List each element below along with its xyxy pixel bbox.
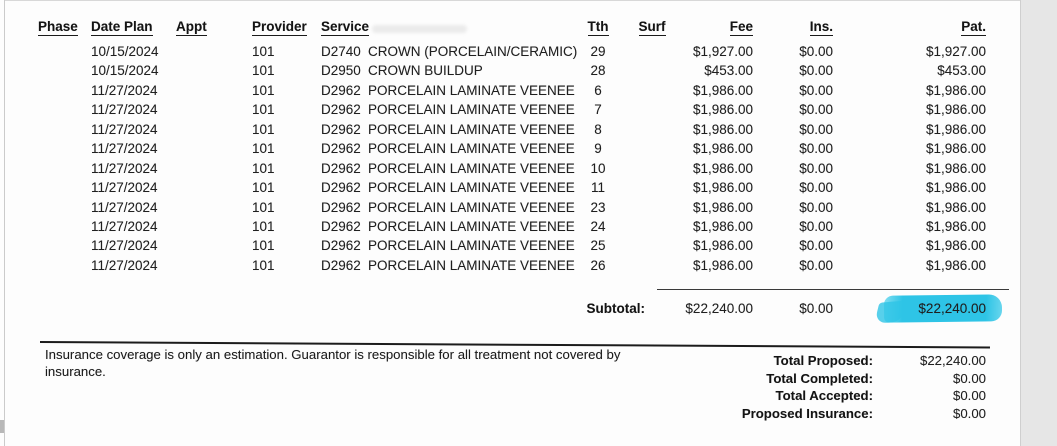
service-code-cell: D2962 [321, 218, 361, 234]
column-header-phase: Phase [38, 19, 78, 34]
fee-cell: $1,986.00 [692, 199, 753, 215]
fee-cell: $1,986.00 [692, 180, 753, 196]
table-row [0, 139, 1020, 158]
service-description-cell: CROWN BUILDUP [368, 63, 483, 79]
column-header-service: Service [321, 19, 370, 34]
service-code-cell: D2962 [321, 257, 361, 273]
total-proposed-row [400, 352, 986, 370]
patient-cell: $1,927.00 [925, 44, 986, 59]
table-header [0, 19, 1020, 35]
fee-cell: $1,986.00 [692, 121, 753, 137]
provider-cell: 101 [252, 102, 275, 118]
date-plan-cell: 11/27/2024 [91, 257, 158, 273]
total-accepted-row [400, 387, 986, 405]
table-row [0, 178, 1020, 197]
date-plan-cell: 11/27/2024 [91, 180, 158, 196]
service-code-cell: D2962 [321, 160, 361, 176]
provider-cell: 101 [252, 141, 275, 157]
total-accepted-value: $0.00 [952, 388, 986, 404]
tooth-cell: 11 [590, 180, 605, 196]
patient-cell: $453.00 [937, 63, 986, 79]
subtotal-fee: $22,240.00 [685, 301, 753, 316]
scan-top-edge [4, 0, 1020, 1]
tooth-cell: 8 [594, 121, 602, 137]
patient-cell: $1,986.00 [925, 218, 986, 234]
service-description-cell: PORCELAIN LAMINATE VEENEE [368, 102, 575, 118]
table-row [0, 159, 1020, 178]
table-row [0, 100, 1020, 119]
table-row [0, 81, 1020, 100]
table-row [0, 120, 1020, 139]
provider-cell: 101 [252, 160, 275, 176]
patient-cell: $1,986.00 [925, 160, 986, 176]
insurance-cell: $0.00 [799, 141, 833, 157]
provider-cell: 101 [252, 63, 275, 79]
provider-cell: 101 [252, 257, 275, 273]
service-code-cell: D2962 [321, 180, 361, 196]
total-completed-label: Total Completed: [766, 370, 873, 386]
service-code-cell: D2950 [321, 63, 361, 79]
patient-cell: $1,986.00 [925, 257, 986, 273]
patient-cell: $1,986.00 [925, 238, 986, 254]
tooth-cell: 25 [590, 238, 606, 254]
date-plan-cell: 11/27/2024 [91, 199, 158, 215]
insurance-cell: $0.00 [799, 180, 833, 196]
tooth-cell: 23 [590, 199, 606, 215]
totals-section [400, 352, 986, 423]
provider-cell: 101 [252, 82, 275, 98]
date-plan-cell: 11/27/2024 [91, 82, 158, 98]
patient-cell: $1,986.00 [925, 199, 986, 215]
service-code-cell: D2962 [321, 121, 361, 137]
service-description-cell: PORCELAIN LAMINATE VEENEE [368, 160, 575, 176]
provider-cell: 101 [252, 238, 275, 254]
insurance-cell: $0.00 [799, 218, 833, 234]
fee-cell: $1,986.00 [692, 82, 753, 98]
subtotal-insurance: $0.00 [799, 301, 833, 316]
service-code-cell: D2962 [321, 102, 361, 118]
column-header-tth: Tth [587, 19, 609, 34]
fee-cell: $1,986.00 [692, 238, 753, 254]
service-description-cell: PORCELAIN LAMINATE VEENEE [368, 121, 575, 137]
fee-cell: $453.00 [704, 63, 753, 79]
insurance-cell: $0.00 [799, 238, 833, 254]
tooth-cell: 9 [594, 141, 602, 157]
subtotal-label: Subtotal: [586, 301, 645, 316]
table-row [0, 198, 1020, 217]
insurance-cell: $0.00 [799, 44, 833, 59]
patient-cell: $1,986.00 [925, 180, 986, 196]
service-code-cell: D2962 [321, 238, 361, 254]
date-plan-cell: 11/27/2024 [91, 238, 158, 254]
subtotal-patient: $22,240.00 [918, 301, 986, 316]
provider-cell: 101 [252, 121, 275, 137]
tooth-cell: 10 [590, 160, 606, 176]
total-proposed-label: Total Proposed: [773, 353, 873, 368]
tooth-cell: 24 [590, 218, 606, 234]
proposed-insurance-label: Proposed Insurance: [741, 406, 873, 422]
date-plan-cell: 11/27/2024 [91, 141, 158, 157]
patient-cell: $1,986.00 [925, 141, 986, 157]
column-header-ins: Ins. [809, 19, 833, 34]
tooth-cell: 7 [594, 102, 602, 118]
table-row [0, 256, 1020, 275]
subtotal-row [0, 300, 1020, 318]
scan-corner-artifact [0, 420, 4, 433]
service-description-cell: PORCELAIN LAMINATE VEENEE [368, 257, 575, 273]
subtotal-rule [657, 289, 1009, 290]
proposed-insurance-row [400, 405, 986, 423]
service-description-cell: CROWN (PORCELAIN/CERAMIC) [368, 44, 578, 59]
total-proposed-value: $22,240.00 [919, 353, 986, 368]
date-plan-cell: 11/27/2024 [91, 102, 158, 118]
patient-cell: $1,986.00 [925, 82, 986, 98]
insurance-cell: $0.00 [799, 121, 833, 137]
service-description-cell: PORCELAIN LAMINATE VEENEE [368, 141, 575, 157]
provider-cell: 101 [252, 218, 275, 234]
date-plan-cell: 11/27/2024 [91, 160, 158, 176]
disclaimer-text: Insurance coverage is only an estimation. Guarantor is responsible for all treatment not covered by insurance. [45, 347, 621, 379]
scan-right-margin [1020, 0, 1057, 446]
date-plan-cell: 10/15/2024 [91, 63, 159, 79]
fee-cell: $1,927.00 [692, 44, 753, 59]
insurance-cell: $0.00 [799, 102, 833, 118]
provider-cell: 101 [252, 44, 275, 59]
service-rows [0, 42, 1020, 275]
service-description-cell: PORCELAIN LAMINATE VEENEE [368, 180, 575, 196]
service-code-cell: D2740 [321, 44, 361, 59]
column-header-date-plan: Date Plan [91, 19, 153, 34]
column-header-surf: Surf [638, 19, 666, 34]
patient-cell: $1,986.00 [925, 102, 986, 118]
proposed-insurance-value: $0.00 [952, 406, 986, 422]
table-row [0, 61, 1020, 80]
service-code-cell: D2962 [321, 82, 361, 98]
column-header-appt: Appt [176, 19, 207, 34]
service-code-cell: D2962 [321, 199, 361, 215]
service-description-cell: PORCELAIN LAMINATE VEENEE [368, 218, 575, 234]
service-description-cell: PORCELAIN LAMINATE VEENEE [368, 238, 575, 254]
patient-cell: $1,986.00 [925, 121, 986, 137]
insurance-cell: $0.00 [799, 160, 833, 176]
tooth-cell: 28 [590, 63, 606, 79]
total-completed-value: $0.00 [952, 370, 986, 386]
insurance-cell: $0.00 [799, 199, 833, 215]
total-completed-row [400, 370, 986, 388]
fee-cell: $1,986.00 [692, 141, 753, 157]
insurance-cell: $0.00 [799, 257, 833, 273]
insurance-cell: $0.00 [799, 82, 833, 98]
table-row [0, 217, 1020, 236]
insurance-cell: $0.00 [799, 63, 833, 79]
column-header-fee: Fee [729, 19, 753, 34]
fee-cell: $1,986.00 [692, 160, 753, 176]
provider-cell: 101 [252, 199, 275, 215]
service-description-cell: PORCELAIN LAMINATE VEENEE [368, 199, 575, 215]
service-code-cell: D2962 [321, 141, 361, 157]
date-plan-cell: 11/27/2024 [91, 121, 158, 137]
tooth-cell: 26 [590, 257, 606, 273]
total-accepted-label: Total Accepted: [775, 388, 873, 404]
fee-cell: $1,986.00 [692, 257, 753, 273]
table-row [0, 236, 1020, 255]
provider-cell: 101 [252, 180, 275, 196]
fee-cell: $1,986.00 [692, 218, 753, 234]
service-description-cell: PORCELAIN LAMINATE VEENEE [368, 82, 575, 98]
date-plan-cell: 10/15/2024 [91, 44, 159, 59]
table-row [0, 42, 1020, 61]
fee-cell: $1,986.00 [692, 102, 753, 118]
tooth-cell: 6 [594, 82, 602, 98]
column-header-pat: Pat. [961, 19, 986, 34]
tooth-cell: 29 [590, 44, 606, 59]
column-header-provider: Provider [252, 19, 307, 34]
date-plan-cell: 11/27/2024 [91, 218, 158, 234]
